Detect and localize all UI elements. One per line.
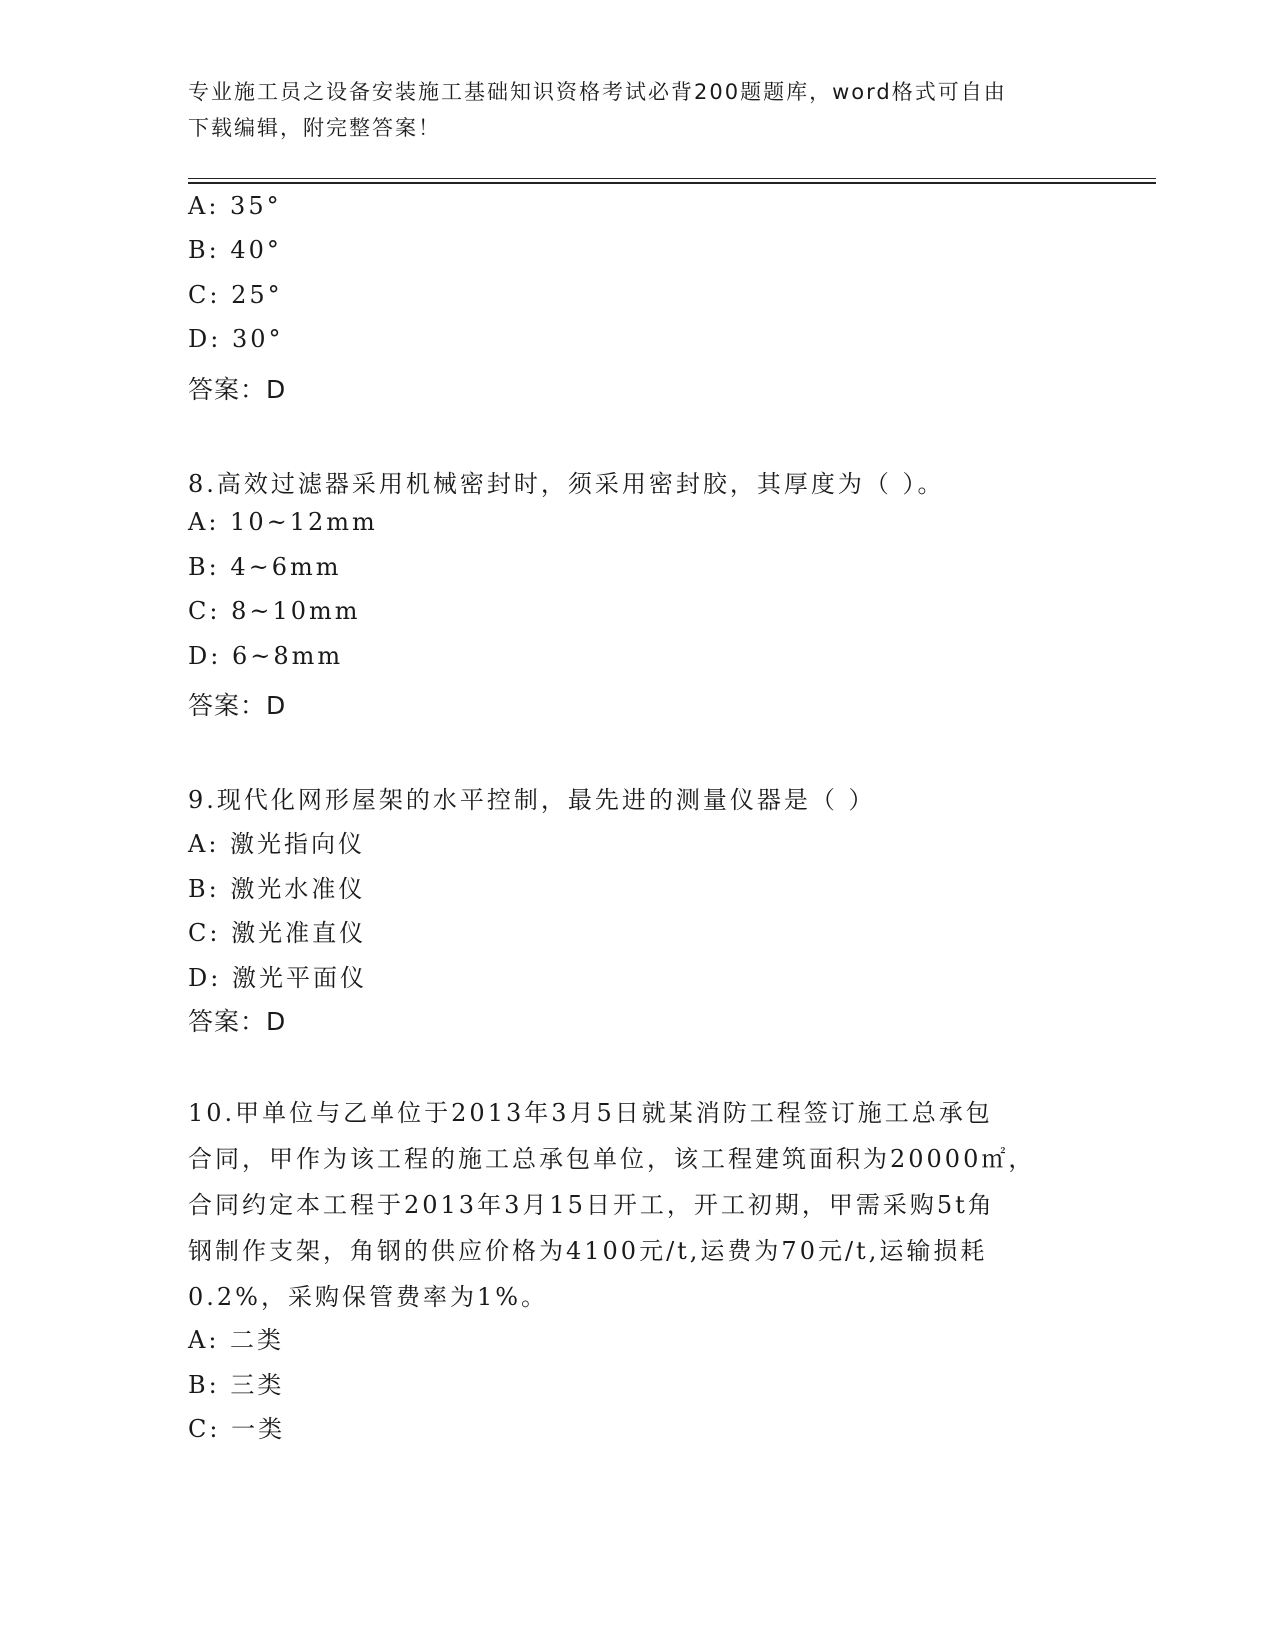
q7-option-d: D: 30°: [188, 325, 284, 353]
header-line-1: 专业施工员之设备安装施工基础知识资格考试必背200题题库，word格式可自由: [188, 80, 1007, 104]
q9-option-c: C: 激光准直仪: [188, 919, 367, 947]
q8-answer: 答案：D: [188, 691, 287, 720]
q8-question: 8.高效过滤器采用机械密封时，须采用密封胶，其厚度为（ ）。: [188, 470, 945, 498]
q10-question-line-4: 钢制作支架，角钢的供应价格为4100元/t,运费为70元/t,运输损耗: [188, 1237, 988, 1265]
q9-option-a: A: 激光指向仪: [188, 830, 366, 858]
q10-question-line-1: 10.甲单位与乙单位于2013年3月5日就某消防工程签订施工总承包: [188, 1099, 993, 1127]
q8-option-d: D: 6~8mm: [188, 642, 344, 670]
q9-answer: 答案：D: [188, 1007, 287, 1036]
q8-option-b: B: 4~6mm: [188, 553, 342, 581]
document-header: [188, 74, 1088, 146]
q7-option-b: B: 40°: [188, 236, 282, 264]
header-divider-bottom: [188, 182, 1156, 184]
q8-option-a: A: 10~12mm: [188, 508, 378, 536]
q10-option-b: B: 三类: [188, 1371, 285, 1399]
q10-question-line-3: 合同约定本工程于2013年3月15日开工，开工初期，甲需采购5t角: [188, 1191, 995, 1219]
header-line-2: 下载编辑，附完整答案！: [188, 116, 441, 140]
q8-option-c: C: 8~10mm: [188, 597, 361, 625]
q10-option-a: A: 二类: [188, 1326, 285, 1354]
q7-answer: 答案：D: [188, 375, 287, 404]
q7-option-c: C: 25°: [188, 281, 283, 309]
q10-question: [188, 1090, 1068, 1320]
header-divider-top: [188, 178, 1156, 179]
q9-option-b: B: 激光水准仪: [188, 875, 366, 903]
q9-option-d: D: 激光平面仪: [188, 964, 367, 992]
q7-option-a: A: 35°: [188, 192, 282, 220]
q9-question: 9.现代化网形屋架的水平控制，最先进的测量仪器是（ ）: [188, 786, 876, 814]
q10-question-line-2: 合同，甲作为该工程的施工总承包单位，该工程建筑面积为20000㎡，: [188, 1145, 1036, 1173]
q10-option-c: C: 一类: [188, 1415, 286, 1443]
q10-question-line-5: 0.2%，采购保管费率为1%。: [188, 1283, 549, 1311]
